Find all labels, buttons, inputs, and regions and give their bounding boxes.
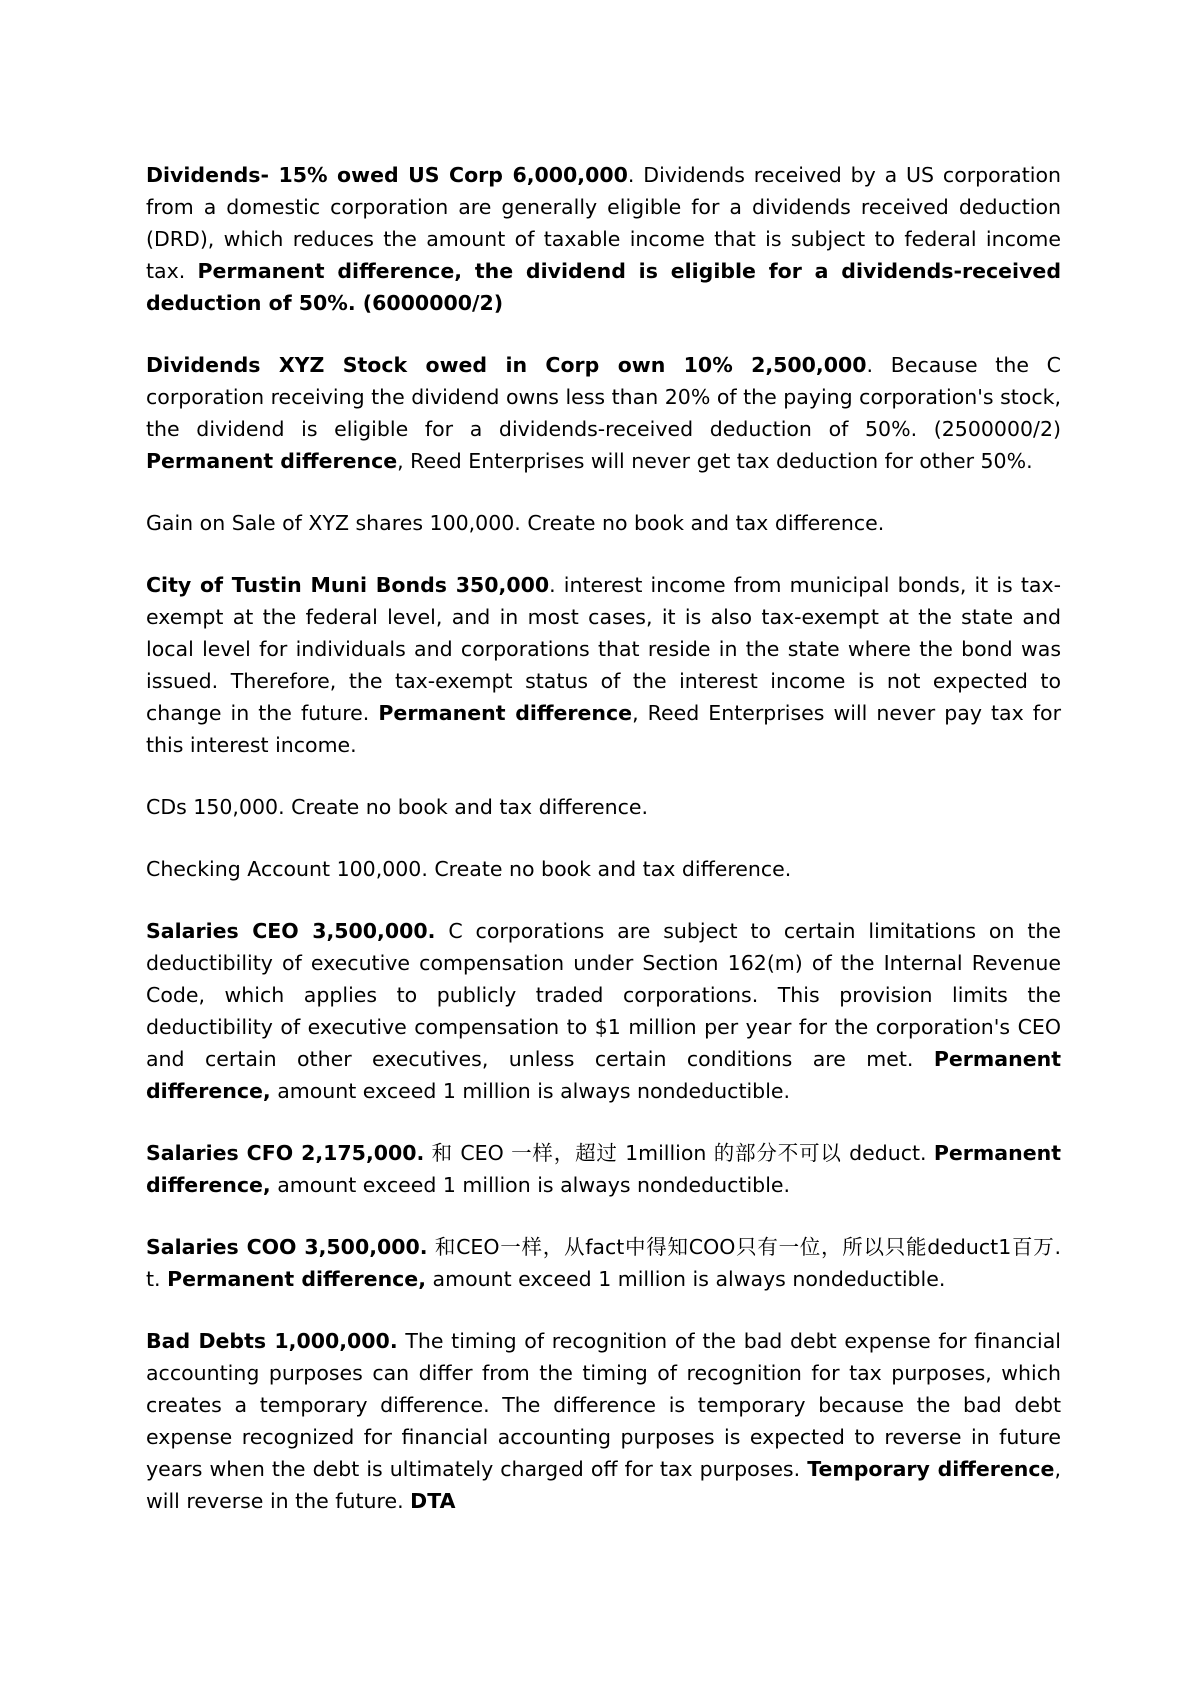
bold-text-segment: DTA: [410, 1489, 456, 1513]
bold-text-segment: Bad Debts 1,000,000.: [146, 1329, 398, 1353]
text-segment: The timing of recognition of the bad debt expense for financial accounting purposes can differ from the timing of recognition for tax purposes, which creates a temporary difference. The difference is temporary because the bad debt expense recognized for financial accounting purposes is expected to reverse in future years when the debt is ultimately charged off for tax purposes.: [146, 1329, 1061, 1481]
paragraph-muni-bonds: [146, 569, 1061, 761]
text-segment: amount exceed 1 million is always nondeductible.: [270, 1173, 791, 1197]
bold-text-segment: Permanent difference: [146, 449, 398, 473]
text-segment: 和CEO一样，从fact中得知COO只有一位，所以只能deduct1百万. t.: [146, 1235, 1061, 1291]
text-segment: , Reed Enterprises will never pay tax for this interest income.: [146, 701, 1061, 757]
text-segment: Checking Account 100,000. Create no book and tax difference.: [146, 857, 792, 881]
paragraph-cds: [146, 791, 1061, 823]
document-body: [146, 159, 1061, 1547]
paragraph-gain-on-sale: [146, 507, 1061, 539]
paragraph-salaries-cfo: [146, 1137, 1061, 1201]
text-segment: . Dividends received by a US corporation from a domestic corporation are generally eligible for a dividends received deduction (DRD), which reduces the amount of taxable income that is subject to federal income tax.: [146, 163, 1061, 283]
bold-text-segment: Temporary difference: [807, 1457, 1055, 1481]
bold-text-segment: Permanent difference,: [146, 1141, 1061, 1197]
bold-text-segment: City of Tustin Muni Bonds 350,000: [146, 573, 550, 597]
bold-text-segment: Salaries CFO 2,175,000.: [146, 1141, 425, 1165]
text-segment: amount exceed 1 million is always nondeductible.: [270, 1079, 791, 1103]
paragraph-dividends-us-corp: [146, 159, 1061, 319]
text-segment: CDs 150,000. Create no book and tax difference.: [146, 795, 649, 819]
bold-text-segment: Dividends- 15% owed US Corp 6,000,000: [146, 163, 628, 187]
text-segment: , Reed Enterprises will never get tax deduction for other 50%.: [397, 449, 1033, 473]
text-segment: Gain on Sale of XYZ shares 100,000. Create no book and tax difference.: [146, 511, 885, 535]
bold-text-segment: Permanent difference,: [146, 1047, 1061, 1103]
paragraph-checking-account: [146, 853, 1061, 885]
paragraph-bad-debts: [146, 1325, 1061, 1517]
bold-text-segment: Permanent difference,: [167, 1267, 427, 1291]
text-segment: , will reverse in the future.: [146, 1457, 1061, 1513]
paragraph-dividends-xyz-stock: [146, 349, 1061, 477]
bold-text-segment: Permanent difference, the dividend is eligible for a dividends-received deduction of 50%. (6000000/2): [146, 259, 1061, 315]
bold-text-segment: Salaries COO 3,500,000.: [146, 1235, 428, 1259]
paragraph-salaries-coo: [146, 1231, 1061, 1295]
bold-text-segment: Salaries CEO 3,500,000.: [146, 919, 436, 943]
text-segment: amount exceed 1 million is always nondeductible.: [426, 1267, 946, 1291]
text-segment: 和 CEO 一样，超过 1million 的部分不可以 deduct.: [424, 1141, 934, 1165]
bold-text-segment: Permanent difference: [378, 701, 633, 725]
bold-text-segment: Dividends XYZ Stock owed in Corp own 10% 2,500,000: [146, 353, 867, 377]
paragraph-salaries-ceo: [146, 915, 1061, 1107]
text-segment: . Because the C corporation receiving the dividend owns less than 20% of the paying corporation's stock, the dividend is eligible for a dividends-received deduction of 50%. (2500000/2): [146, 353, 1061, 441]
text-segment: . interest income from municipal bonds, it is tax-exempt at the federal level, and in most cases, it is also tax-exempt at the state and local level for individuals and corporations that reside in the state where the bond was issued. Therefore, the tax-exempt status of the interest income is not expected to change in the future.: [146, 573, 1061, 725]
text-segment: C corporations are subject to certain limitations on the deductibility of executive compensation under Section 162(m) of the Internal Revenue Code, which applies to publicly traded corporations. This provision limits the deductibility of executive compensation to $1 million per year for the corporation's CEO and certain other executives, unless certain conditions are met.: [146, 919, 1061, 1071]
